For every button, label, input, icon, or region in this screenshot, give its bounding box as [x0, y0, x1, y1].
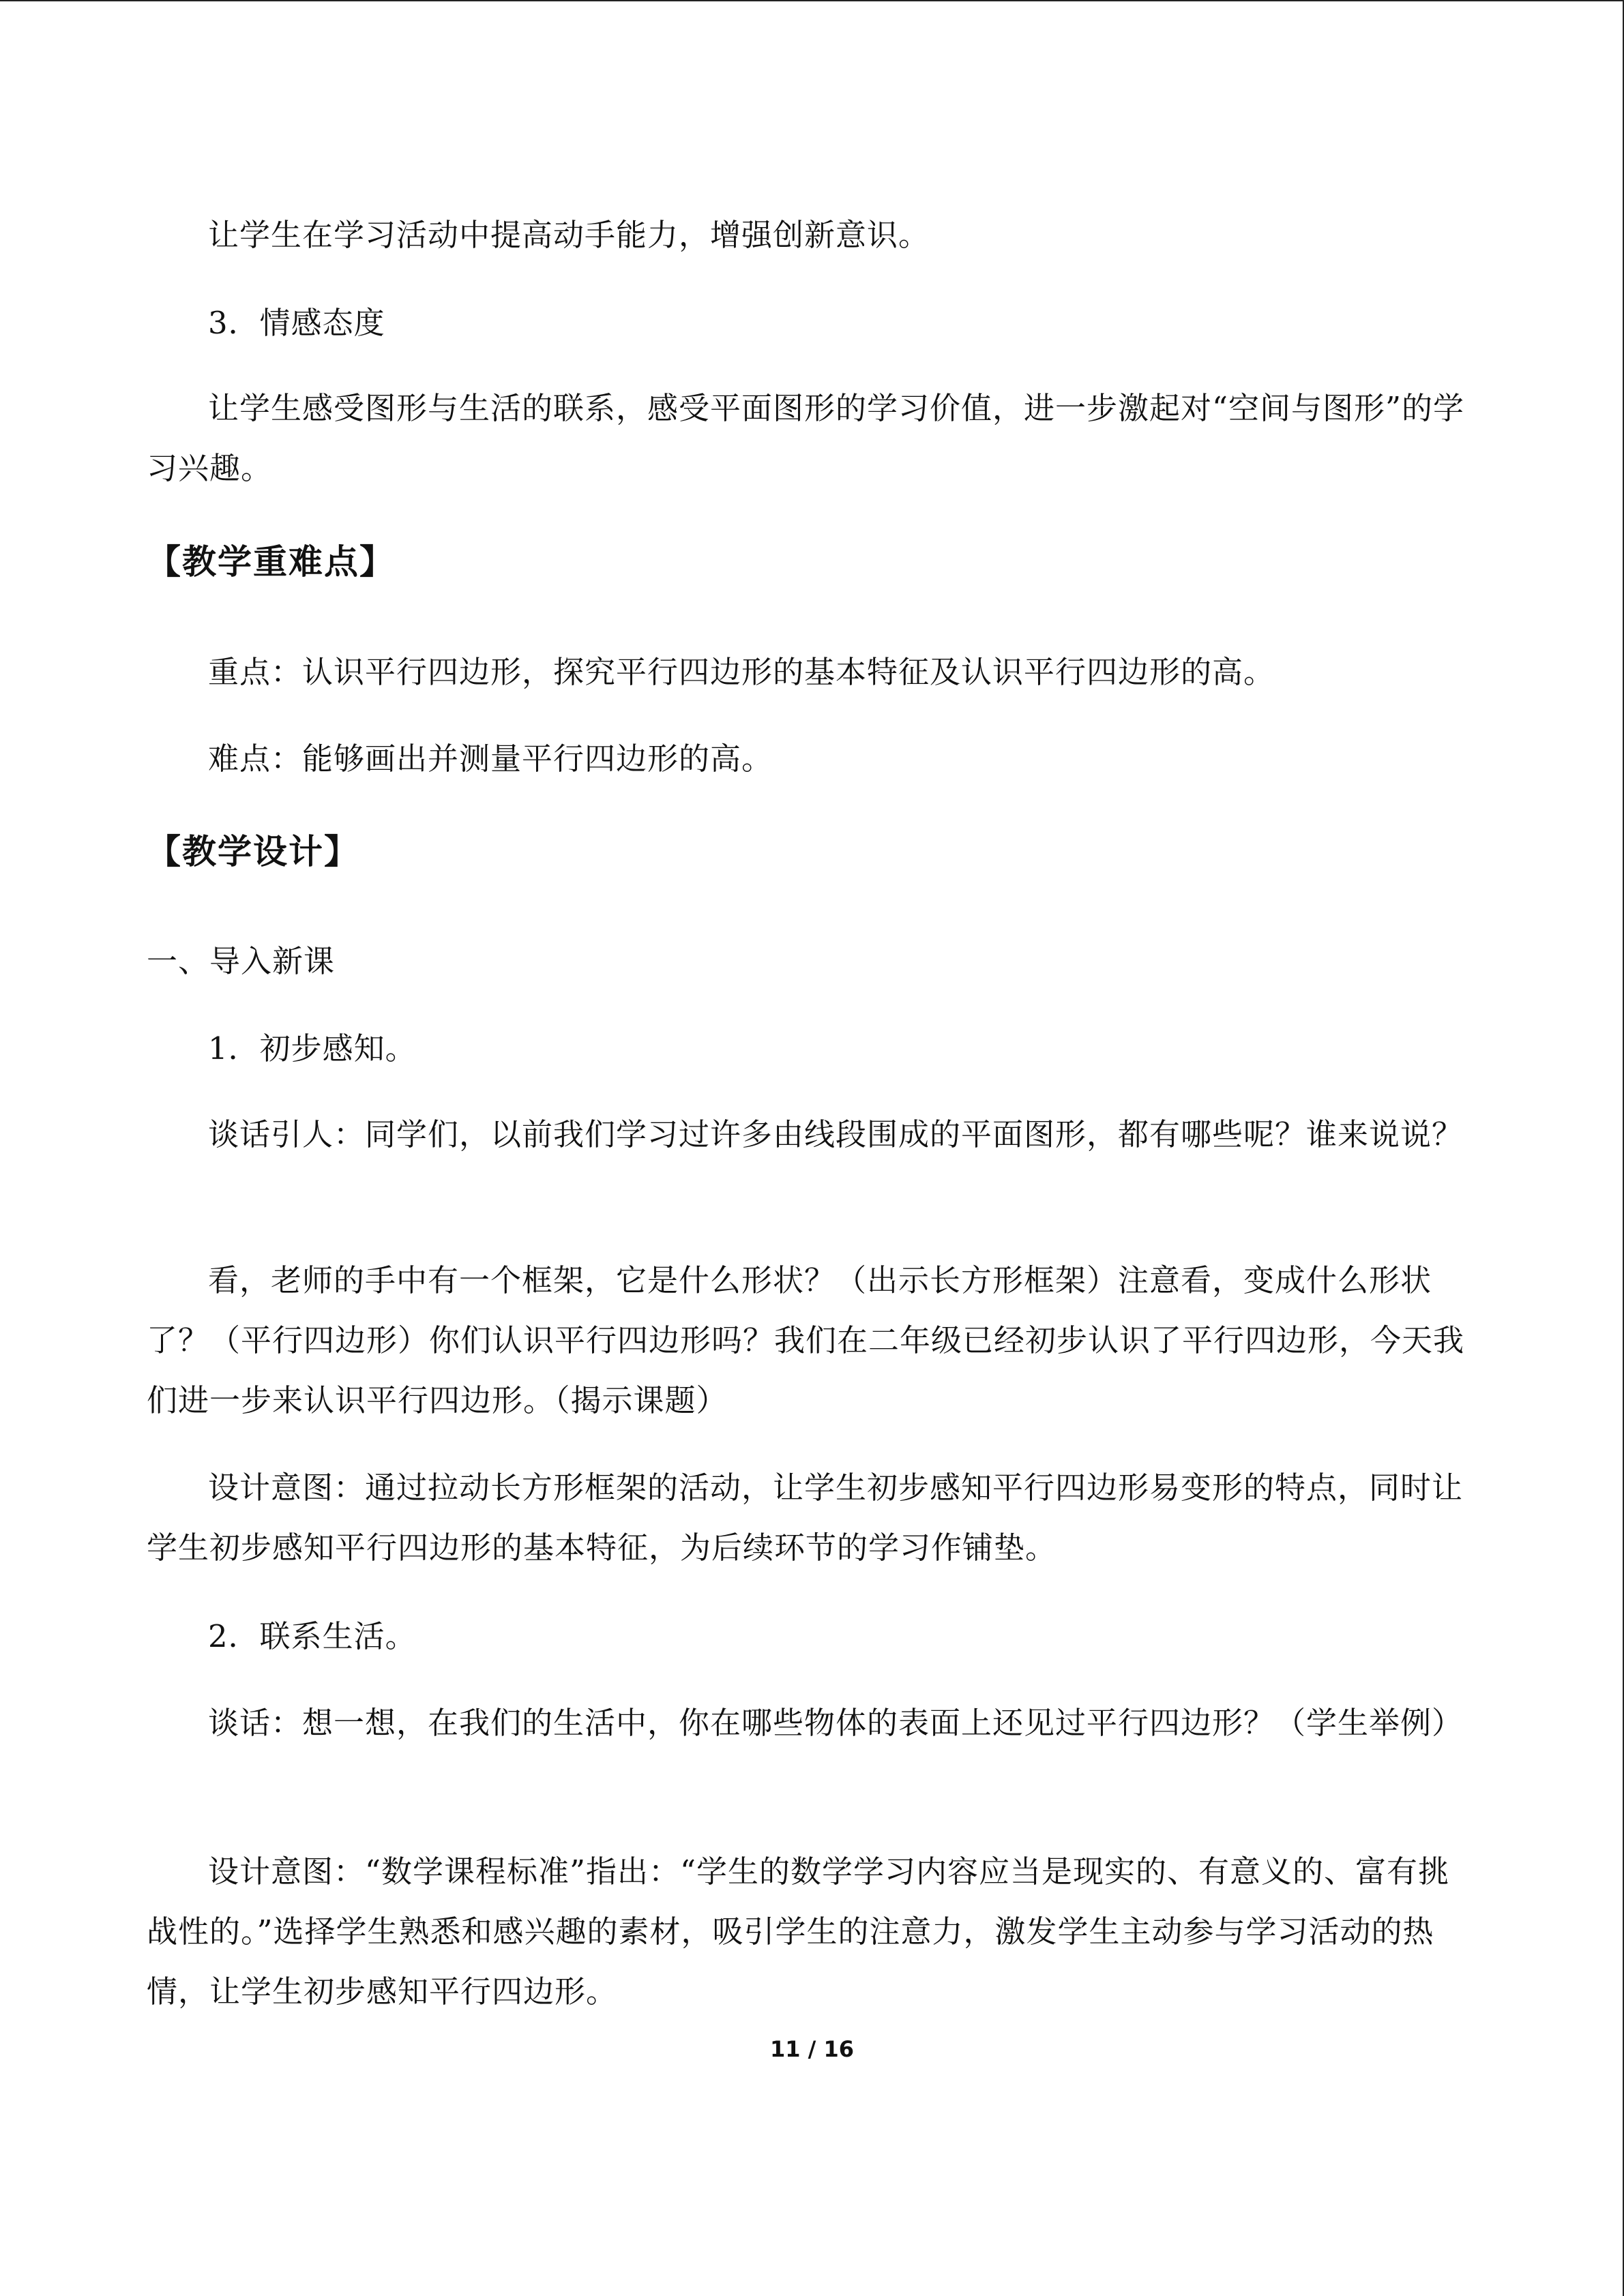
- paragraph-design-intent-1: 设计意图：通过拉动长方形框架的活动，让学生初步感知平行四边形易变形的特点，同时让学生初步感知平行四边形的基本特征，为后续环节的学习作铺垫。: [147, 1470, 1464, 1566]
- paragraph-key-point: 重点：认识平行四边形，探究平行四边形的基本特征及认识平行四边形的高。: [208, 654, 1275, 690]
- paragraph-section-intro: 一、导入新课: [147, 943, 336, 979]
- paragraph-talk-life: 谈话：想一想，在我们的生活中，你在哪些物体的表面上还见过平行四边形？（学生举例）: [208, 1705, 1464, 1741]
- page-number: 11 / 16: [769, 2036, 855, 2062]
- heading-key-difficult-points: 【教学重难点】: [147, 542, 395, 582]
- paragraph-step-life: 2．联系生活。: [208, 1618, 417, 1654]
- paragraph-step-perception: 1．初步感知。: [208, 1030, 417, 1067]
- paragraph-design-intent-2: 设计意图：“数学课程标准”指出：“学生的数学学习内容应当是现实的、有意义的、富有挑战性的。”选择学生熟悉和感兴趣的素材，吸引学生的注意力，激发学生主动参与学习活动的热情，让学生初步感知平行四边形。: [147, 1853, 1450, 2010]
- paragraph-attitude-goal: 让学生感受图形与生活的联系，感受平面图形的学习价值，进一步激起对“空间与图形”的学习兴趣。: [147, 390, 1465, 486]
- paragraph-talk-intro: 谈话引人：同学们，以前我们学习过许多由线段围成的平面图形，都有哪些呢？谁来说说？: [208, 1116, 1464, 1152]
- paragraph-attitude-title: 3．情感态度: [208, 305, 385, 341]
- paragraph-practice-goal: 让学生在学习活动中提高动手能力，增强创新意识。: [208, 217, 930, 253]
- paragraph-frame-demo: 看，老师的手中有一个框架，它是什么形状？（出示长方形框架）注意看，变成什么形状了？（平行四边形）你们认识平行四边形吗？我们在二年级已经初步认识了平行四边形，今天我们进一步来认识平行四边形。（揭示课题）: [147, 1262, 1465, 1418]
- paragraph-difficult-point: 难点：能够画出并测量平行四边形的高。: [208, 741, 773, 777]
- heading-teaching-design: 【教学设计】: [147, 832, 359, 871]
